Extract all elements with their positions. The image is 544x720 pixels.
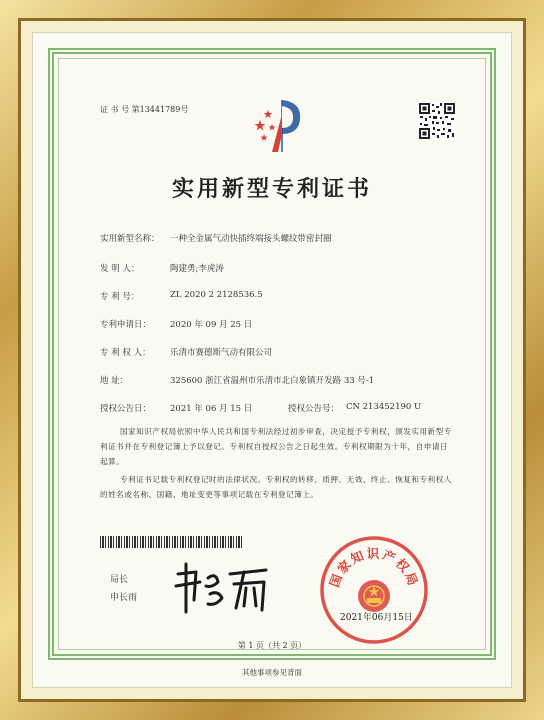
barcode xyxy=(100,536,242,548)
national-emblem-icon xyxy=(358,580,390,612)
grant-date-label: 授权公告日： xyxy=(100,404,152,414)
qr-code-icon xyxy=(418,102,456,140)
address-value: 325600 浙江省温州市乐清市北白象镇开发路 33 号-1 xyxy=(170,376,375,386)
grant-number-value: CN 213452190 U xyxy=(346,402,422,412)
inventor-value: 陶建勇;李虎涛 xyxy=(170,264,224,274)
cnipa-emblem-icon xyxy=(252,94,312,158)
patentee-label: 专 利 权 人： xyxy=(100,348,151,358)
grant-date-value: 2021 年 06 月 15 日 xyxy=(170,404,253,414)
grant-number-label: 授权公告号： xyxy=(288,404,340,414)
footer-note: 其他事项参见背面 xyxy=(242,668,302,677)
grant-statement-paragraph: 国家知识产权局依照中华人民共和国专利法经过初步审查，决定授予专利权，颁发实用新型专利证书并在专利登记簿上予以登记。专利权自授权公告之日起生效。专利权期限为十年，自申请日起算。 xyxy=(100,427,452,466)
director-name: 申长雨 xyxy=(110,593,138,603)
utility-model-name-value: 一种全金属气动快插终端接头螺纹带密封圈 xyxy=(170,234,332,244)
application-date-value: 2020 年 09 月 25 日 xyxy=(170,320,253,330)
certificate-title: 实用新型专利证书 xyxy=(171,176,372,202)
legal-status-paragraph: 专利证书记载专利权登记时的法律状况。专利权的转移、质押、无效、终止、恢复和专利权人的姓名或名称、国籍、地址变更等事项记载在专利登记簿上。 xyxy=(100,475,452,499)
director-title: 局长 xyxy=(110,575,129,585)
page-indicator: 第 1 页（共 2 页） xyxy=(237,641,307,650)
handwritten-signature xyxy=(172,560,272,616)
patent-number-label: 专 利 号： xyxy=(100,292,140,302)
address-label: 地 址： xyxy=(100,376,129,386)
patent-number-value: ZL 2020 2 2128536.5 xyxy=(170,290,263,300)
patentee-value: 乐清市赛德斯气动有限公司 xyxy=(170,348,273,358)
official-red-seal xyxy=(318,534,430,646)
svg-text:国家知识产权局: 国家知识产权局 xyxy=(326,546,422,590)
seal-date: 2021年06月15日 xyxy=(340,613,413,623)
utility-model-name-label: 实用新型名称： xyxy=(100,234,160,244)
application-date-label: 专利申请日： xyxy=(100,320,152,330)
inventor-label: 发 明 人： xyxy=(100,264,140,274)
certificate-number: 证 书 号 第13441789号 xyxy=(100,105,189,114)
